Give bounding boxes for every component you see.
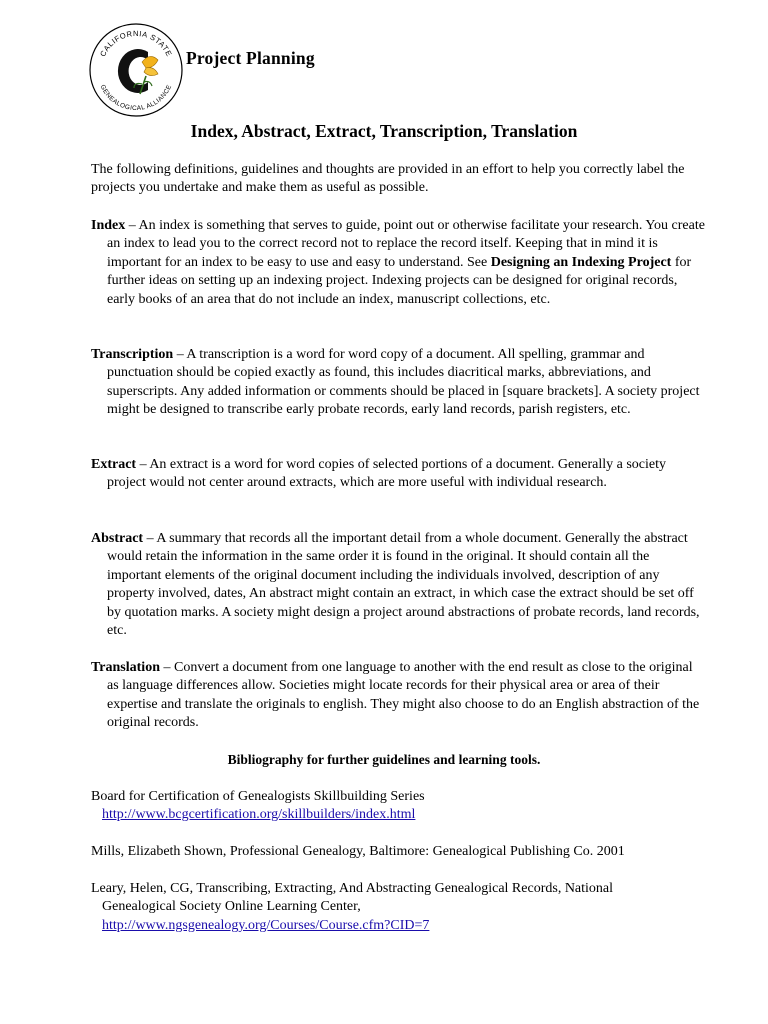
entry-index — [91, 217, 707, 309]
translation-text: – Convert a document from one language to another with the end result as close to the original as language differences allow. Societies might locate records for their physical area or area of their expertise and translate the originals to english. They might also choose to do an English abstraction of the original records. — [107, 660, 700, 731]
logo-text-top: CALIFORNIA STATE — [98, 29, 174, 59]
extract-text: – An extract is a word for word copies of selected portions of a document. Generally a society project would not center around extracts, which are more useful with individual research. — [107, 457, 666, 491]
header-title: Project Planning — [186, 48, 315, 68]
term-transcription: Transcription — [91, 347, 174, 362]
alliance-logo — [88, 22, 184, 118]
bcg-link[interactable]: http://www.bcgcertification.org/skillbuilders/index.html — [102, 807, 416, 823]
index-text-2: for further ideas on setting up an indexing project. Indexing projects can be designed for original records, early books of an area that do not include an index, manuscript collections, etc. — [107, 254, 692, 307]
abstract-text: – A summary that records all the important detail from a whole document. Generally the abstract would retain the information in the same order it is found in the original. It should contain all the important elements of the original document including the individuals involved, description of any property involved, dates, An abstract might contain an extract, in which case the extract should be set off by quotation marks. A society might design a project around abstractions of probate records, land records, etc. — [107, 531, 700, 639]
index-text-1: – An index is something that serves to guide, point out or otherwise facilitate your research. You create an index to lead you to the correct record not to replace the record itself. Keeping that in mind it is important for an index to be easy to use and easy to understand. See — [107, 218, 705, 270]
entry-abstract — [91, 530, 707, 640]
term-extract: Extract — [91, 457, 137, 472]
reference-bcg — [91, 788, 691, 825]
ngs-link[interactable]: http://www.ngsgenealogy.org/Courses/Course.cfm?CID=7 — [102, 917, 430, 933]
page-title: Index, Abstract, Extract, Transcription, Translation — [190, 121, 578, 141]
term-index: Index — [91, 218, 126, 233]
reference-leary-line2: Genealogical Society Online Learning Center, — [102, 899, 361, 915]
intro-paragraph: The following definitions, guidelines and thoughts are provided in an effort to help you correctly label the projects you undertake and make them as useful as possible. — [91, 162, 685, 196]
reference-bcg-text: Board for Certification of Genealogists Skillbuilding Series — [91, 789, 425, 804]
term-abstract: Abstract — [91, 531, 144, 546]
bibliography-heading: Bibliography for further guidelines and learning tools. — [227, 752, 541, 767]
reference-leary — [91, 880, 691, 935]
logo-text-bottom: GENEALOGICAL ALLIANCE — [98, 83, 174, 113]
entry-translation — [91, 659, 707, 733]
entry-transcription — [91, 346, 707, 420]
designing-indexing-project-ref: Designing an Indexing Project — [490, 254, 672, 270]
transcription-text: – A transcription is a word for word copy of a document. All spelling, grammar and punctuation should be copied exactly as found, this includes diacritical marks, abbreviations, and superscripts. Any added information or comments should be placed in [square brackets]. A society project might be designed to transcribe early probate records, early land records, parish registers, etc. — [107, 347, 700, 418]
entry-extract — [91, 456, 707, 493]
term-translation: Translation — [91, 660, 160, 675]
reference-mills — [91, 843, 691, 861]
reference-leary-line1: Leary, Helen, CG, Transcribing, Extracting, And Abstracting Genealogical Records, National — [91, 881, 614, 896]
alliance-logo-graphic — [88, 22, 184, 118]
reference-mills-text: Mills, Elizabeth Shown, Professional Genealogy, Baltimore: Genealogical Publishing Co. 2001 — [91, 844, 625, 859]
